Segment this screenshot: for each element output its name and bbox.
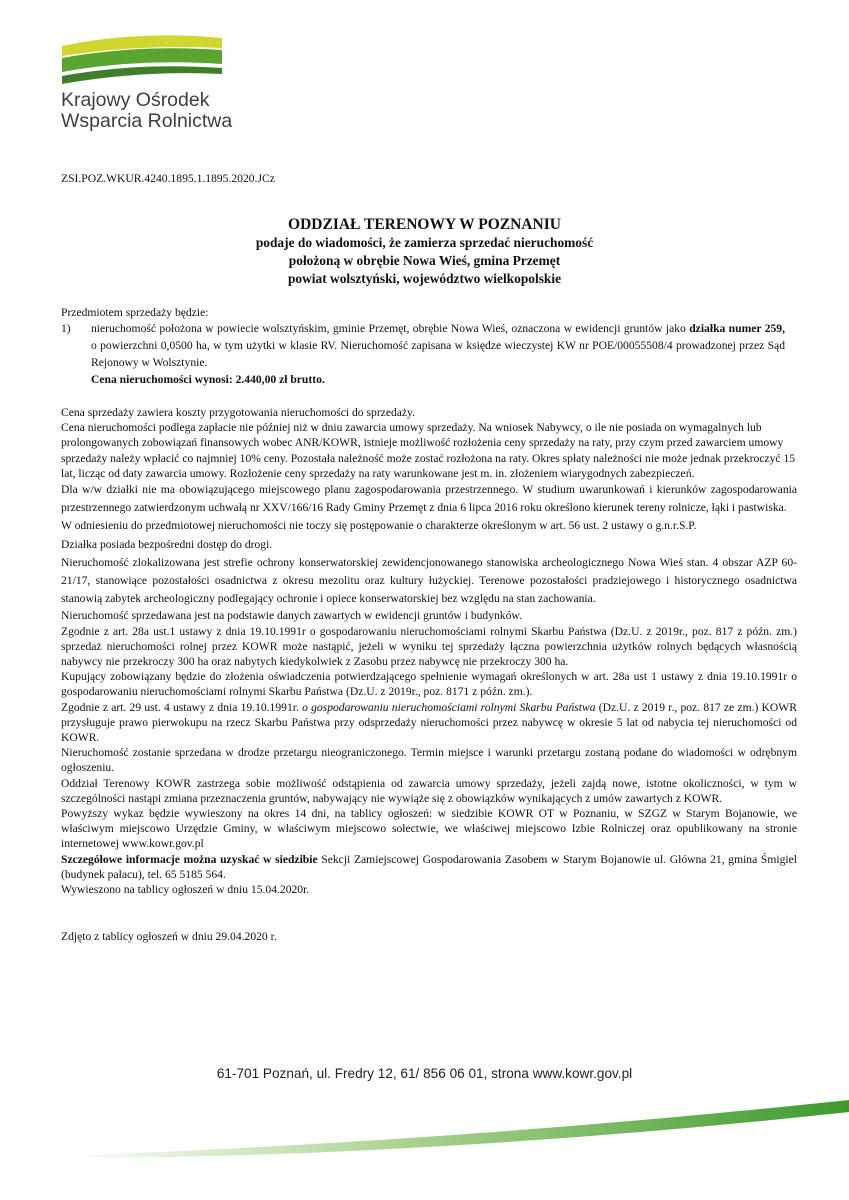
item-description [91, 320, 785, 371]
intro-text: Przedmiotem sprzedaży będzie: [61, 306, 209, 319]
paragraph-cost: Cena sprzedaży zawiera koszty przygotowania nieruchomości do sprzedaży. [61, 406, 415, 419]
paragraph-withdrawal: Oddział Terenowy KOWR zastrzega sobie możliwość odstąpienia od zawarcia umowy sprzedaży, jeżeli zajdą nowe, istotne okoliczności, w tym w szczególności nastąpi zmiana przeznaczenia gruntów, nabywający nie wywiąże się z obowiązków wynikających z umów zawartych z KOWR. [61, 776, 797, 805]
paragraph-archaeology: Nieruchomość zlokalizowana jest strefie ochrony konserwatorskiej zewidencjonowanego stanowiska archeologicznego Nowa Wieś stan. 4 obszar AZP 60-21/17, stanowiące pozostałości osadnictwa z okresu mezolitu oraz kultury łużyckiej. Terenowe pozostałości pradziejowego i historycznego osadnictwa stanowią zabytek archeologiczny podlegający ochronie i opiece konserwatorskiej bez względu na stan zachowania. [61, 555, 797, 606]
list-item [61, 320, 785, 388]
contact-lead: Szczegółowe informacje można uzyskać w siedzibie [61, 852, 318, 866]
paragraph-contact [61, 852, 797, 882]
footer-swoosh [0, 1098, 849, 1200]
logo-wordmark [61, 90, 232, 132]
heading-line-2: położoną w obrębie Nowa Wieś, gmina Przemęt [288, 253, 561, 268]
item-number: 1) [61, 322, 71, 335]
preemption-text-end: (Dz.U. z 2019 r., poz. 817 ze zm.) KOWR przysługuje prawo pierwokupu na rzecz Skarbu Państwa przy odsprzedaży nieruchomości przez nabywcę w okresie 5 lat od nabycia tej nieruchomości od KOWR. [61, 700, 797, 745]
heading-line-1: podaje do wiadomości, że zamierza sprzedać nieruchomość [255, 235, 594, 250]
contact-text: Sekcji Zamiejscowej Gospodarowania Zasobem w Starym Bojanowie ul. Główna 21, gmina Śmigiel (budynek pałacu), tel. 65 5185 564. [61, 852, 797, 881]
paragraph-posting: Powyższy wykaz będzie wywieszony na okres 14 dni, na tablicy ogłoszeń: w siedzibie KOWR OT w Poznaniu, w SZGZ w Starym Bojanowie, we właściwym miejscowo Urzędzie Gminy, w właściwym miejscowo sołectwie, we właściwej miejscowo Izbie Rolniczej oraz opublikowany na stronie internetowej www.kowr.gov.pl [61, 807, 797, 851]
property-price: Cena nieruchomości wynosi: 2.440,00 zł brutto. [91, 373, 325, 386]
paragraph-registry: Nieruchomość sprzedawana jest na podstawie danych zawartych w ewidencji gruntów i budynków. [61, 609, 522, 623]
logo-line-2: Wsparcia Rolnictwa [61, 110, 233, 132]
logo-line-1: Krajowy Ośrodek [61, 89, 210, 111]
paragraph-tender: Nieruchomość zostanie sprzedana w drodze przetargu nieograniczonego. Termin miejsce i warunki przetargu zostaną podane do wiadomości w odrębnym ogłoszeniu. [61, 746, 797, 775]
heading-title: ODDZIAŁ TERENOWY W POZNANIU [288, 216, 561, 233]
paragraph-preemption [61, 700, 797, 746]
announcement-heading [0, 215, 849, 288]
paragraph-proceedings: W odniesieniu do przedmiotowej nieruchomości nie toczy się postępowanie o charakterze określonym w art. 56 ust. 2 ustawy o g.n.r.S.P. [61, 519, 697, 533]
footer-address: 61-701 Poznań, ul. Fredry 12, 61/ 856 06 01, strona www.kowr.gov.pl [216, 1066, 633, 1081]
paragraph-payment: Cena nieruchomości podlega zapłacie nie później niż w dniu zawarcia umowy sprzedaży. Na wniosek Nabywcy, o ile nie posiada on wymagalnych lub prolongowanych zobowiązań finansowych wobec ANR/KOWR, istnieje możliwość rozłożenia ceny sprzedaży na raty, przy czym przed zawarciem umowy sprzedaży należy wpłacić co najmniej 10% ceny. Pozostała należność może zostać rozłożona na raty. Okres spłaty należności nie może jednak przekroczyć 15 lat, licząc od daty zawarcia umowy. Rozłożenie ceny sprzedaży na raty warunkowane jest m. in. złożeniem wiarygodnych zabezpieczeń. [61, 421, 796, 480]
heading-line-3: powiat wolsztyński, województwo wielkopolskie [287, 271, 562, 286]
announcement-body [61, 405, 797, 897]
removed-date: Zdjęto z tablicy ogłoszeń w dniu 29.04.2020 r. [61, 930, 277, 943]
item-text-start: nieruchomość położona w powiecie wolsztyńskim, gminie Przemęt, obrębie Nowa Wieś, oznaczona w ewidencji gruntów jako [91, 322, 690, 335]
act-title: o gospodarowaniu nieruchomościami rolnymi Skarbu Państwa [302, 700, 596, 714]
posted-date: Wywieszono na tablicy ogłoszeń w dniu 15.04.2020r. [61, 883, 310, 897]
reference-number: ZSI.POZ.WKUR.4240.1895.1.1895.2020.JCz [61, 172, 275, 185]
paragraph-zoning: Dla w/w działki nie ma obowiązującego miejscowego planu zagospodarowania przestrzennego. W studium uwarunkowań i kierunków zagospodarowania przestrzennego zatwierdzonym uchwałą nr XXV/166/16 Rady Gminy Przemęt z dnia 6 lipca 2016 roku określono kierunek tereny rolnicze, łąki i pastwiska. [61, 483, 797, 515]
item-text-end: o powierzchni 0,0500 ha, w tym użytki w klasie RV. Nieruchomość zapisana w księdze wieczystej KW nr POE/00055508/4 prowadzonej przez Sąd Rejonowy w Wolsztynie. [91, 339, 785, 369]
preemption-text-start: Zgodnie z art. 29 ust. 4 ustawy z dnia 19.10.1991r. [61, 700, 303, 714]
paragraph-road-access: Działka posiada bezpośredni dostęp do drogi. [61, 537, 273, 551]
paragraph-area-limit: Zgodnie z art. 28a ust.1 ustawy z dnia 19.10.1991r o gospodarowaniu nieruchomościami rolnymi Skarbu Państwa (Dz.U. z 2019r., poz. 817 z późn. zm.) sprzedaż nieruchomości rolnej przez KOWR może nastąpić, jeżeli w wyniku tej sprzedaży łączna powierzchnia użytków rolnych będących własnością nabywcy nie przekroczy 300 ha oraz nabytych kiedykolwiek z Zasobu przez nabywcę nie przekroczy 300 ha. [61, 624, 797, 669]
plot-number: działka numer 259, [689, 322, 785, 335]
paragraph-declaration: Kupujący zobowiązany będzie do złożenia oświadczenia potwierdzającego spełnienie wymagań określonych w art. 28a ust 1 ustawy z dnia 19.10.1991r o gospodarowaniu nieruchomościami rolnymi Skarbu Państwa (Dz.U. z 2019r., poz. 8171 z późn. zm.). [61, 670, 797, 699]
